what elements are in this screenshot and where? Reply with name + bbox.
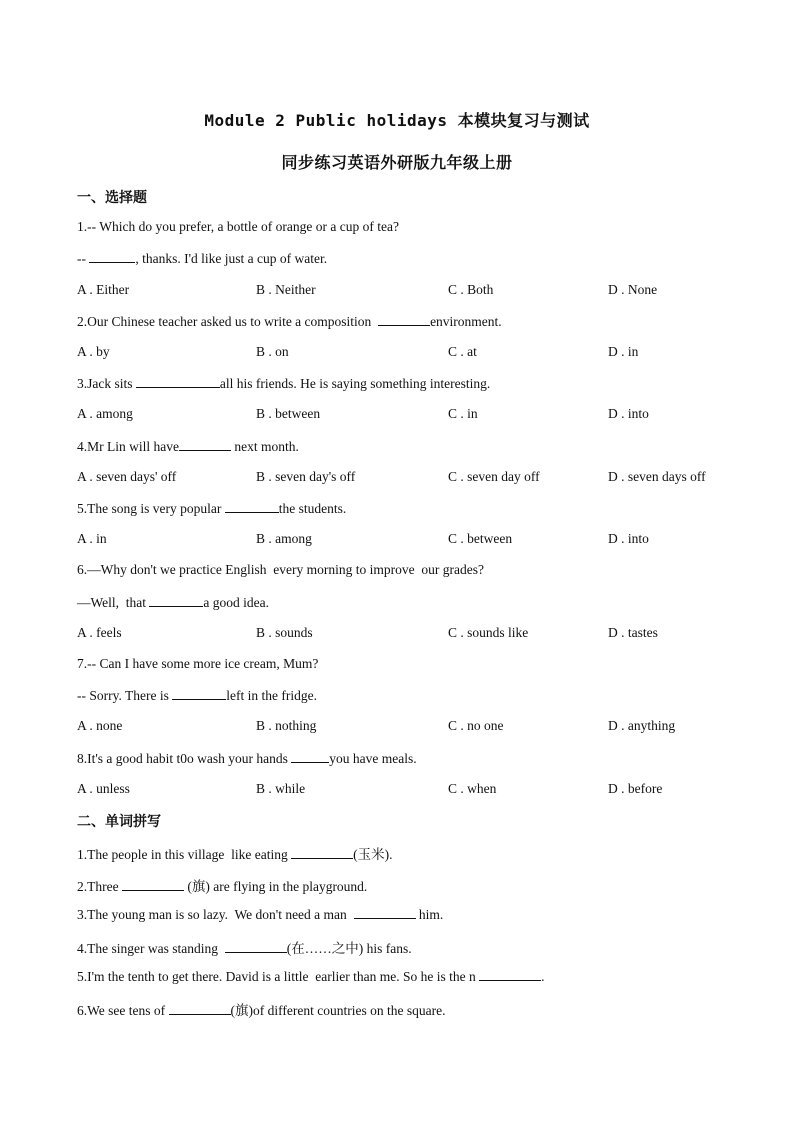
question-2: 2.Our Chinese teacher asked us to write a composition environment. — [77, 314, 502, 329]
answer-blank — [122, 878, 184, 891]
spelling-6: 6.We see tens of (旗)of different countries on the square. — [77, 1003, 446, 1018]
option-d: D . before — [608, 781, 663, 796]
option-d: D . anything — [608, 718, 676, 733]
option-b: B . while — [256, 781, 306, 796]
option-b: B . seven day's off — [256, 469, 356, 484]
option-a: A . by — [77, 344, 110, 359]
option-d: D . into — [608, 531, 649, 546]
question-6-line1: 6.—Why don't we practice English every morning to improve our grades? — [77, 562, 484, 577]
option-c: C . when — [448, 781, 497, 796]
answer-blank — [354, 906, 416, 919]
answer-blank — [479, 968, 541, 981]
answer-blank — [225, 500, 279, 513]
option-a: A . among — [77, 406, 133, 421]
question-3: 3.Jack sits all his friends. He is saying something interesting. — [77, 376, 491, 391]
option-a: A . feels — [77, 625, 122, 640]
option-a: A . seven days' off — [77, 469, 177, 484]
option-b: B . on — [256, 344, 289, 359]
option-b: B . Neither — [256, 282, 316, 297]
answer-blank — [169, 1002, 231, 1015]
option-c: C . seven day off — [448, 469, 540, 484]
question-7-line2: -- Sorry. There is left in the fridge. — [77, 688, 317, 703]
option-c: C . between — [448, 531, 513, 546]
option-d: D . seven days off — [608, 469, 706, 484]
option-b: B . sounds — [256, 625, 313, 640]
option-c: C . in — [448, 406, 478, 421]
answer-blank — [378, 313, 430, 326]
option-d: D . tastes — [608, 625, 658, 640]
option-d: D . in — [608, 344, 639, 359]
question-1-line1: 1.-- Which do you prefer, a bottle of orange or a cup of tea? — [77, 219, 399, 234]
option-c: C . sounds like — [448, 625, 529, 640]
option-b: B . between — [256, 406, 321, 421]
question-7-line1: 7.-- Can I have some more ice cream, Mum? — [77, 656, 319, 671]
spelling-1: 1.The people in this village like eating (玉米). — [77, 847, 393, 862]
answer-blank — [89, 250, 135, 263]
section-heading-spelling: 二、单词拼写 — [77, 814, 161, 830]
answer-blank — [291, 750, 329, 763]
answer-blank — [149, 594, 203, 607]
page-subtitle: 同步练习英语外研版九年级上册 — [281, 153, 513, 172]
answer-blank — [291, 846, 353, 859]
answer-blank — [172, 687, 226, 700]
section-heading-choice: 一、选择题 — [77, 190, 147, 206]
option-d: D . into — [608, 406, 649, 421]
option-d: D . None — [608, 282, 658, 297]
option-c: C . Both — [448, 282, 494, 297]
page-title: Module 2 Public holidays 本模块复习与测试 — [204, 111, 590, 130]
question-1-line2: -- , thanks. I'd like just a cup of water. — [77, 251, 328, 266]
option-c: C . no one — [448, 718, 504, 733]
option-a: A . none — [77, 718, 123, 733]
spelling-3: 3.The young man is so lazy. We don't need a man him. — [77, 907, 444, 922]
option-a: A . Either — [77, 282, 130, 297]
option-c: C . at — [448, 344, 477, 359]
spelling-2: 2.Three (旗) are flying in the playground. — [77, 879, 368, 894]
option-a: A . unless — [77, 781, 130, 796]
question-4: 4.Mr Lin will have next month. — [77, 439, 299, 454]
answer-blank — [179, 438, 231, 451]
question-5: 5.The song is very popular the students. — [77, 501, 347, 516]
option-b: B . among — [256, 531, 312, 546]
spelling-5: 5.I'm the tenth to get there. David is a little earlier than me. So he is the n . — [77, 969, 545, 984]
answer-blank — [136, 375, 220, 388]
question-8: 8.It's a good habit t0o wash your hands you have meals. — [77, 751, 417, 766]
spelling-4: 4.The singer was standing (在……之中) his fans. — [77, 941, 412, 956]
option-a: A . in — [77, 531, 107, 546]
answer-blank — [225, 940, 287, 953]
question-6-line2: —Well, that a good idea. — [77, 595, 270, 610]
option-b: B . nothing — [256, 718, 317, 733]
